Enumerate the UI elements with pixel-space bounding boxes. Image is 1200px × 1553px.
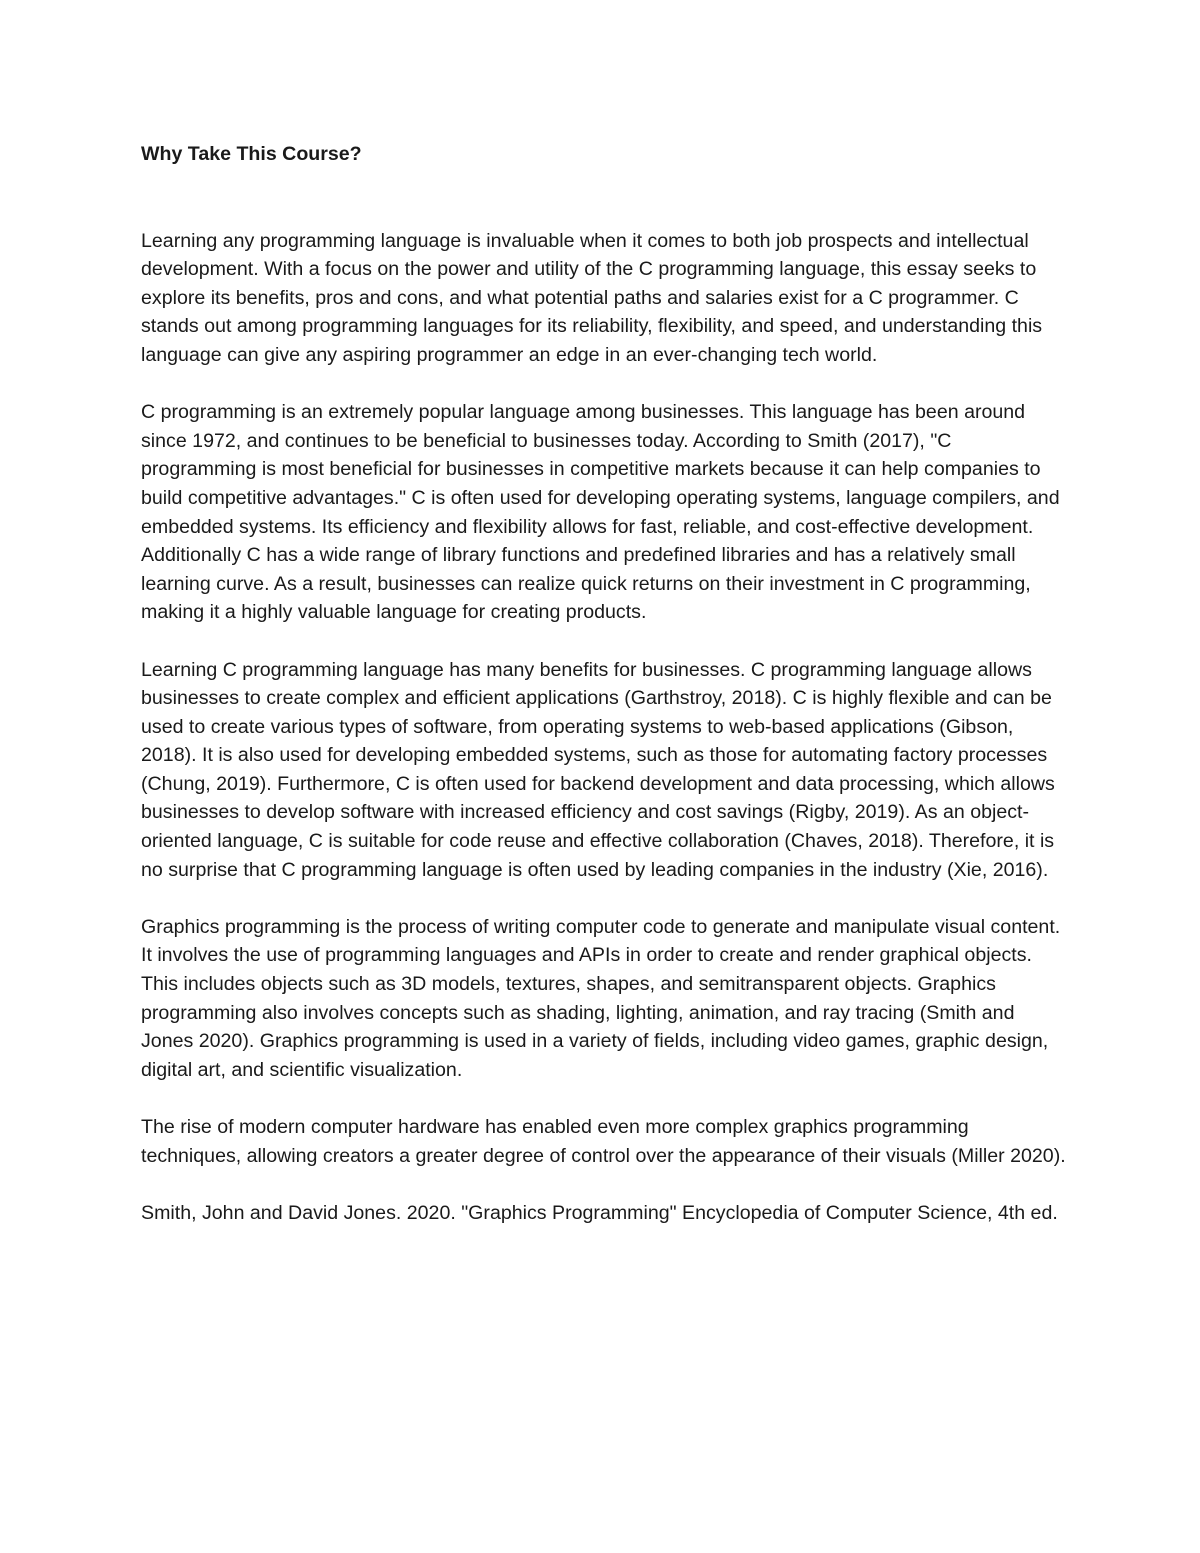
- paragraph-reference: Smith, John and David Jones. 2020. "Graphics Programming" Encyclopedia of Computer Science, 4th ed.: [141, 1201, 1058, 1224]
- document-title: Why Take This Course?: [141, 143, 362, 165]
- paragraph-business-benefits: Learning C programming language has many benefits for businesses. C programming language allows businesses to create complex and efficient applications (Garthstroy, 2018). C is highly flexible and can be used to create various types of software, from operating systems to web-based applications (Gibson, 2018). It is also used for developing embedded systems, such as those for automating factory processes (Chung, 2019). Furthermore, C is often used for backend development and data processing, which allows businesses to develop software with increased efficiency and cost savings (Rigby, 2019). As an object-oriented language, C is suitable for code reuse and effective collaboration (Chaves, 2018). Therefore, it is no surprise that C programming language is often used by leading companies in the industry (Xie, 2016).: [141, 658, 1055, 881]
- paragraph-graphics-programming: Graphics programming is the process of writing computer code to generate and manipulate visual content. It involves the use of programming languages and APIs in order to create and render graphical objects. This includes objects such as 3D models, textures, shapes, and semitransparent objects. Graphics programming also involves concepts such as shading, lighting, animation, and ray tracing (Smith and Jones 2020). Graphics programming is used in a variety of fields, including video games, graphic design, digital art, and scientific visualization.: [141, 915, 1061, 1081]
- paragraph-modern-hardware: The rise of modern computer hardware has enabled even more complex graphics programming techniques, allowing creators a greater degree of control over the appearance of their visuals (Miller 2020).: [141, 1116, 1066, 1167]
- paragraph-business-popularity: C programming is an extremely popular language among businesses. This language has been around since 1972, and continues to be beneficial to businesses today. According to Smith (2017), "C programming is most beneficial for businesses in competitive markets because it can help companies to build competitive advantages." C is often used for developing operating systems, language compilers, and embedded systems. Its efficiency and flexibility allows for fast, reliable, and cost-effective development. Additionally C has a wide range of library functions and predefined libraries and has a relatively small learning curve. As a result, businesses can realize quick returns on their investment in C programming, making it a highly valuable language for creating products.: [141, 401, 1060, 624]
- document-body: [141, 140, 1071, 1227]
- paragraph-introduction: Learning any programming language is invaluable when it comes to both job prospects and intellectual development. With a focus on the power and utility of the C programming language, this essay seeks to explore its benefits, pros and cons, and what potential paths and salaries exist for a C programmer. C stands out among programming languages for its reliability, flexibility, and speed, and understanding this language can give any aspiring programmer an edge in an ever-changing tech world.: [141, 229, 1043, 366]
